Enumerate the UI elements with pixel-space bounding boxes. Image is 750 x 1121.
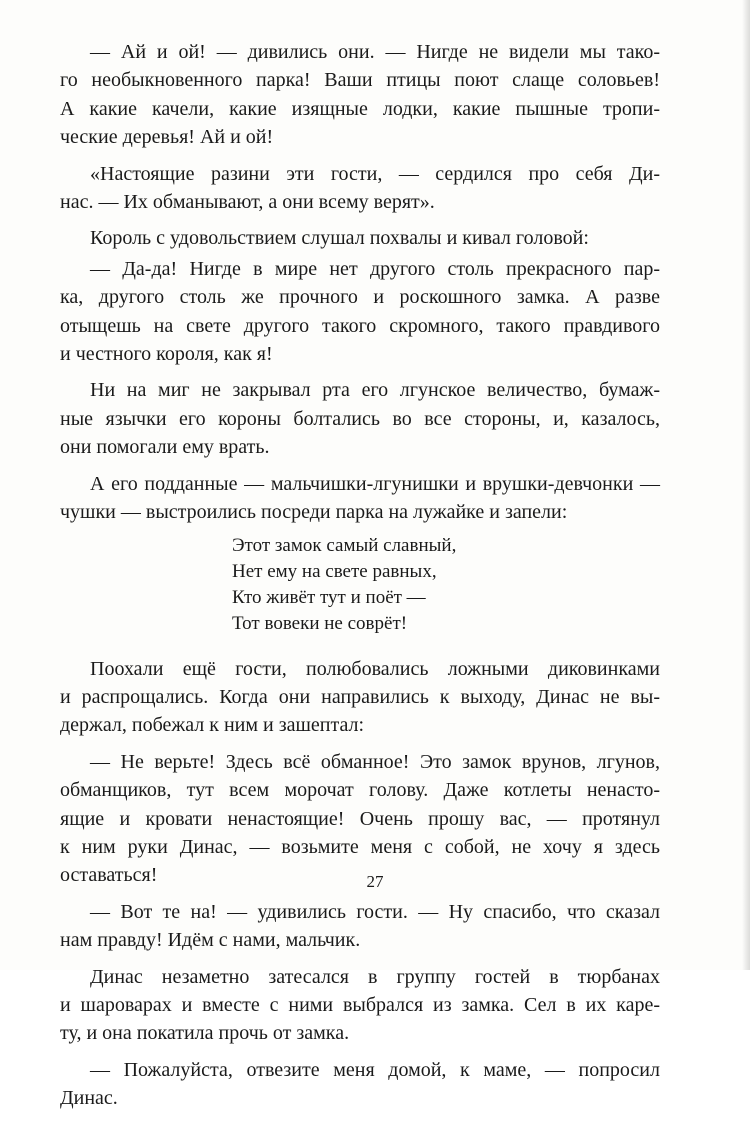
text-line: держал, побежал к ним и зашептал: xyxy=(60,714,365,737)
verse-line: Кто живёт тут и поёт — xyxy=(232,586,426,608)
paragraph xyxy=(60,898,660,955)
text-line: «Настоящие разини эти гости, — сердился про себя Ди- xyxy=(90,162,660,185)
text-line: ту, и она покатила прочь от замка. xyxy=(60,1022,350,1045)
paragraph xyxy=(60,255,660,369)
text-line: Король с удовольствием слушал похвалы и кивал головой: xyxy=(90,227,589,250)
paragraph xyxy=(60,748,660,890)
text-line: и честного короля, как я! xyxy=(60,343,273,366)
song-verse xyxy=(232,533,660,637)
text-line: А какие качели, какие изящные лодки, какие пышные тропи- xyxy=(60,97,660,120)
text-line: ка, другого столь же прочного и роскошного замка. А разве xyxy=(60,286,660,309)
text-line: оставаться! xyxy=(60,864,158,887)
text-line: нам правду! Идём с нами, мальчик. xyxy=(60,929,361,952)
text-line: нас. — Их обманывают, а они всему верят». xyxy=(60,191,435,214)
paragraph xyxy=(60,470,660,527)
text-line: — Да-да! Нигде в мире нет другого столь прекрасного пар- xyxy=(90,257,660,280)
text-line: к ним руки Динас, — возьмите меня с собой, не хочу я здесь xyxy=(60,835,660,858)
text-line: обманщиков, тут всем морочат голову. Даже котлеты ненасто- xyxy=(60,779,660,802)
text-line: го необыкновенного парка! Ваши птицы поют слаще соловьев! xyxy=(60,69,660,92)
text-line: Ни на миг не закрывал рта его лгунское величество, бумаж- xyxy=(90,379,660,402)
paragraph xyxy=(60,1056,660,1113)
text-line: ные язычки его короны болтались во все стороны, и, казалось, xyxy=(60,407,660,430)
paragraph xyxy=(60,655,660,740)
verse-line: Этот замок самый славный, xyxy=(232,534,457,556)
paragraph xyxy=(60,38,660,152)
text-line: Поохали ещё гости, полюбовались ложными диковинками xyxy=(90,657,660,680)
text-line: отыщешь на свете другого такого скромного, такого правдивого xyxy=(60,314,660,337)
text-line: и шароварах и вместе с ними выбрался из замка. Сел в их каре- xyxy=(60,993,660,1016)
paragraph xyxy=(60,160,660,217)
text-line: Динас незаметно затесался в группу гостей в тюрбанах xyxy=(90,965,660,988)
page-text xyxy=(60,38,660,1121)
text-line: — Вот те на! — удивились гости. — Ну спасибо, что сказал xyxy=(90,900,660,923)
text-line: они помогали ему врать. xyxy=(60,436,270,459)
paragraph xyxy=(60,963,660,1048)
text-line: ящие и кровати ненастоящие! Очень прошу вас, — протянул xyxy=(60,807,660,830)
text-line: Динас. xyxy=(60,1087,118,1110)
text-line: чушки — выстроились посреди парка на лужайке и запели: xyxy=(60,501,568,524)
verse-line: Тот вовеки не соврёт! xyxy=(232,612,408,634)
page-number: 27 xyxy=(366,872,384,891)
text-line: — Ай и ой! — дивились они. — Нигде не видели мы тако- xyxy=(90,41,660,63)
page-edge-shadow xyxy=(742,0,750,970)
text-line: — Пожалуйста, отвезите меня домой, к маме, — попросил xyxy=(90,1058,660,1081)
text-line: ческие деревья! Ай и ой! xyxy=(60,126,274,149)
text-line: А его подданные — мальчишки-лгунишки и врушки-девчонки — xyxy=(90,472,660,495)
verse-line: Нет ему на свете равных, xyxy=(232,560,437,582)
text-line: — Не верьте! Здесь всё обманное! Это замок врунов, лгунов, xyxy=(90,750,660,773)
paragraph xyxy=(60,376,660,461)
text-line: и распрощались. Когда они направились к выходу, Динас не вы- xyxy=(60,685,660,708)
paragraph xyxy=(60,224,660,252)
